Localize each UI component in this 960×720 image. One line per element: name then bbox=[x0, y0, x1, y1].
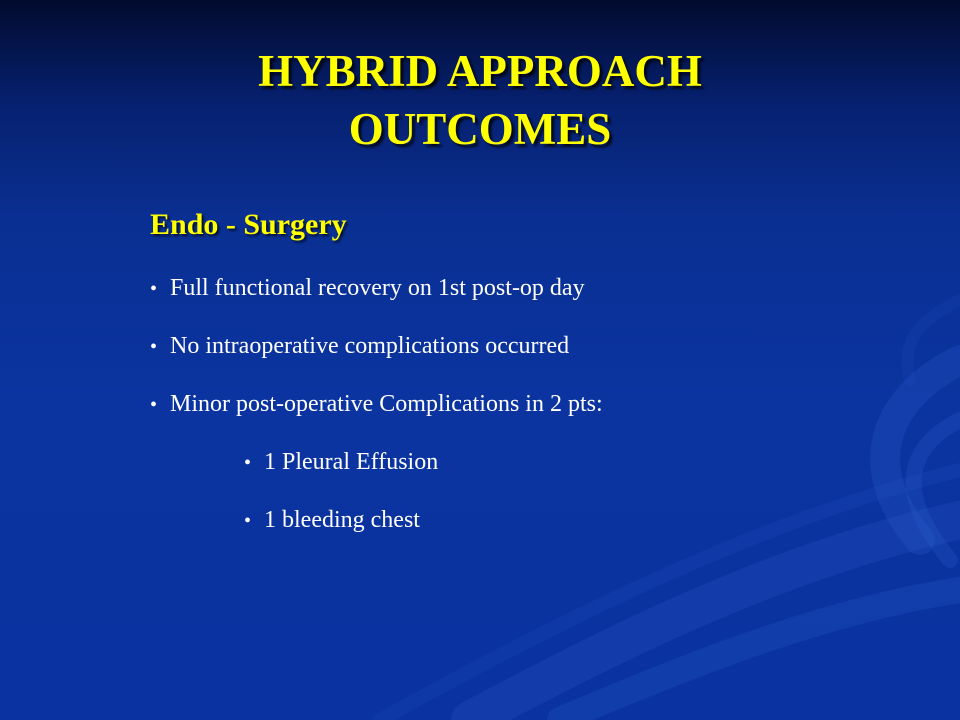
bullet-icon: • bbox=[150, 394, 158, 416]
bullet-icon: • bbox=[244, 510, 252, 532]
bullet-item bbox=[150, 270, 930, 328]
bullet-text: Full functional recovery on 1st post-op day bbox=[170, 275, 585, 301]
section-subtitle: Endo - Surgery bbox=[150, 208, 347, 241]
bullet-icon: • bbox=[244, 452, 252, 474]
bullet-list bbox=[150, 270, 930, 560]
bullet-text: 1 Pleural Effusion bbox=[264, 449, 439, 475]
bullet-icon: • bbox=[150, 336, 158, 358]
slide-title-line-1: HYBRID APPROACH bbox=[258, 46, 702, 96]
sub-bullet-item bbox=[150, 502, 930, 560]
bullet-text: 1 bleeding chest bbox=[264, 507, 420, 533]
slide-title-line-2: OUTCOMES bbox=[348, 104, 612, 154]
sub-bullet-item bbox=[150, 444, 930, 502]
bullet-item bbox=[150, 386, 930, 444]
bullet-text: No intraoperative complications occurred bbox=[170, 333, 570, 359]
slide-title bbox=[0, 42, 960, 158]
bullet-text: Minor post-operative Complications in 2 pts: bbox=[170, 391, 603, 417]
bullet-item bbox=[150, 328, 930, 386]
bullet-icon: • bbox=[150, 278, 158, 300]
